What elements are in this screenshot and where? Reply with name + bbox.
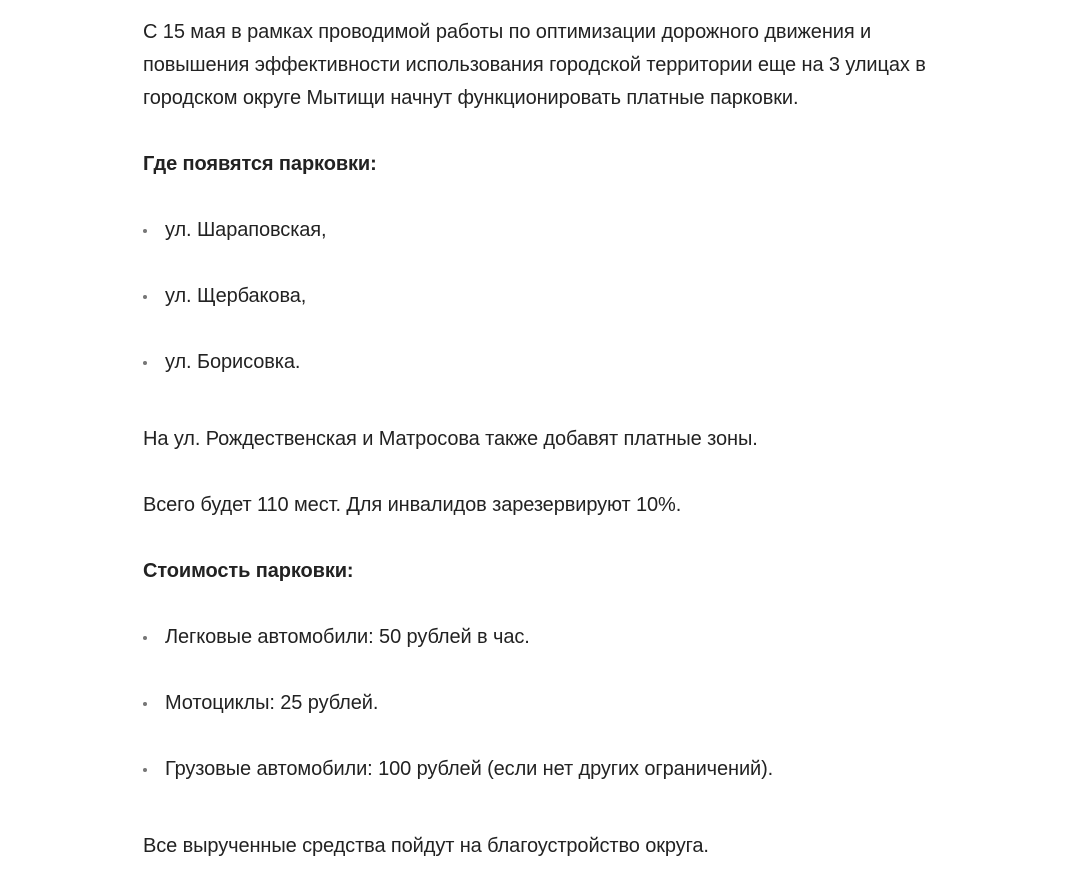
bullet-icon xyxy=(143,361,147,365)
bullet-icon xyxy=(143,768,147,772)
intro-paragraph: С 15 мая в рамках проводимой работы по оптимизации дорожного движения и повышения эффективности использования городской территории еще на 3 улицах в городском округе Мытищи начнут функционировать платные парковки. xyxy=(143,21,926,109)
total-spots-paragraph: Всего будет 110 мест. Для инвалидов зарезервируют 10%. xyxy=(143,494,682,516)
list-item-text: ул. Щербакова, xyxy=(165,285,307,307)
list-item xyxy=(143,346,943,379)
cost-heading: Стоимость парковки: xyxy=(143,560,354,582)
article-body xyxy=(143,16,943,863)
closing-paragraph: Все вырученные средства пойдут на благоустройство округа. xyxy=(143,835,709,857)
bullet-icon xyxy=(143,229,147,233)
locations-list xyxy=(143,214,943,379)
bullet-icon xyxy=(143,295,147,299)
extra-zones-paragraph: На ул. Рождественская и Матросова также добавят платные зоны. xyxy=(143,428,758,450)
list-item-text: ул. Шараповская, xyxy=(165,219,327,241)
bullet-icon xyxy=(143,702,147,706)
locations-heading: Где появятся парковки: xyxy=(143,153,377,175)
costs-list xyxy=(143,621,943,786)
list-item-text: Грузовые автомобили: 100 рублей (если нет других ограничений). xyxy=(165,758,774,780)
list-item xyxy=(143,214,943,247)
list-item-text: Легковые автомобили: 50 рублей в час. xyxy=(165,626,530,648)
bullet-icon xyxy=(143,636,147,640)
list-item xyxy=(143,621,943,654)
list-item-text: Мотоциклы: 25 рублей. xyxy=(165,692,379,714)
list-item xyxy=(143,753,943,786)
list-item xyxy=(143,280,943,313)
list-item-text: ул. Борисовка. xyxy=(165,351,301,373)
list-item xyxy=(143,687,943,720)
